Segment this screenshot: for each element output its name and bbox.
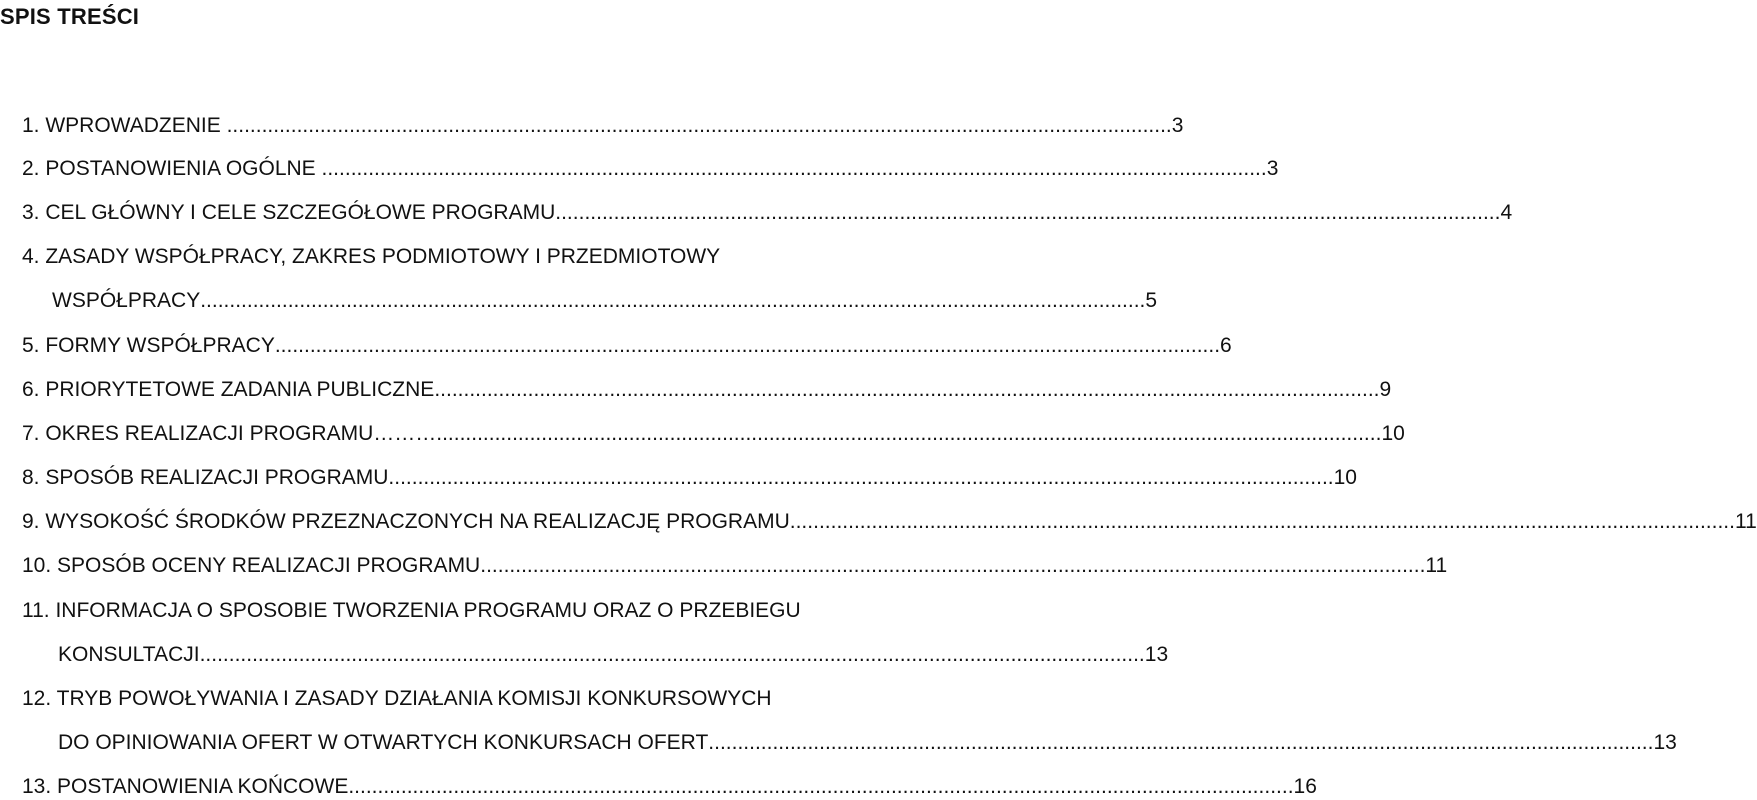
toc-entry[interactable]: [22, 466, 1357, 490]
toc-entry[interactable]: [22, 245, 942, 269]
toc-entry[interactable]: [22, 510, 1757, 534]
toc-entry-title: WSPÓŁPRACY: [52, 289, 201, 312]
toc-page-number: 11: [1425, 554, 1448, 577]
toc-entry-title: 2. POSTANOWIENIA OGÓLNE: [22, 157, 322, 180]
toc-dot-leader: ..................................................................................................................................................................: [708, 731, 1654, 754]
toc-entry[interactable]: [22, 157, 1279, 181]
page-title: SPIS TREŚCI: [0, 4, 140, 29]
toc-entry-title: 5. FORMY WSPÓŁPRACY: [22, 334, 275, 357]
toc-entry[interactable]: [22, 554, 1448, 578]
toc-dot-leader: ..................................................................................................................................................................: [436, 422, 1382, 445]
toc-entry[interactable]: [22, 378, 1392, 402]
toc-page-number: 11: [1734, 510, 1757, 533]
toc-entry-title: 1. WPROWADZENIE: [22, 114, 227, 137]
toc-entry-title: KONSULTACJI: [58, 643, 200, 666]
toc-entry[interactable]: [22, 599, 952, 623]
toc-page-number: 9: [1379, 378, 1392, 401]
toc-entry-title: 3. CEL GŁÓWNY I CELE SZCZEGÓŁOWE PROGRAMU: [22, 201, 556, 224]
toc-page-number: 4: [1500, 201, 1513, 224]
toc-dot-leader: ..................................................................................................................................................................: [555, 201, 1501, 224]
toc-dot-leader: ..................................................................................................................................................................: [348, 775, 1294, 798]
toc-entry-continuation[interactable]: [58, 731, 1677, 755]
toc-entry[interactable]: [22, 687, 952, 711]
toc-dot-leader: ..................................................................................................................................................................: [321, 157, 1267, 180]
toc-dot-leader: ..................................................................................................................................................................: [480, 554, 1426, 577]
toc-dot-leader: ..................................................................................................................................................................: [434, 378, 1380, 401]
toc-entry-title: 13. POSTANOWIENIA KOŃCOWE: [22, 775, 349, 798]
toc-entry-title: 8. SPOSÓB REALIZACJI PROGRAMU: [22, 466, 389, 489]
toc-entry-title: DO OPINIOWANIA OFERT W OTWARTYCH KONKURSACH OFERT: [58, 731, 709, 754]
toc-entry[interactable]: [22, 775, 1317, 799]
toc-page-number: 5: [1145, 289, 1158, 312]
toc-entry-title: 11. INFORMACJA O SPOSOBIE TWORZENIA PROGRAMU ORAZ O PRZEBIEGU: [22, 599, 801, 622]
toc-entry[interactable]: [22, 201, 1513, 225]
toc-entry-title: 7. OKRES REALIZACJI PROGRAMU………: [22, 422, 437, 445]
toc-dot-leader: ..................................................................................................................................................................: [274, 334, 1221, 357]
toc-entry-title: 4. ZASADY WSPÓŁPRACY, ZAKRES PODMIOTOWY I PRZEDMIOTOWY: [22, 245, 721, 268]
toc-entry-title: 9. WYSOKOŚĆ ŚRODKÓW PRZEZNACZONYCH NA REALIZACJĘ PROGRAMU: [22, 510, 790, 533]
toc-page-number: 3: [1171, 114, 1184, 137]
toc-page-number: 3: [1266, 157, 1279, 180]
toc-dot-leader: ..................................................................................................................................................................: [199, 643, 1145, 666]
toc-page-number: 13: [1144, 643, 1169, 666]
toc-dot-leader: ..................................................................................................................................................................: [226, 114, 1172, 137]
toc-page-number: 13: [1653, 731, 1677, 754]
toc-entry-title: 12. TRYB POWOŁYWANIA I ZASADY DZIAŁANIA KOMISJI KONKURSOWYCH: [22, 687, 772, 710]
toc-entry-title: 6. PRIORYTETOWE ZADANIA PUBLICZNE: [22, 378, 435, 401]
toc-entry-title: 10. SPOSÓB OCENY REALIZACJI PROGRAMU: [22, 554, 481, 577]
toc-entry-continuation[interactable]: [58, 643, 1169, 667]
toc-entry[interactable]: [22, 114, 1184, 138]
toc-page-number: 10: [1381, 422, 1405, 445]
toc-page-number: 6: [1220, 334, 1232, 357]
toc-entry[interactable]: [22, 422, 1405, 446]
toc-dot-leader: ..................................................................................................................................................................: [388, 466, 1334, 489]
toc-dot-leader: ..................................................................................................................................................................: [200, 289, 1146, 312]
toc-entry-continuation[interactable]: [52, 289, 1158, 313]
toc-page-number: 16: [1293, 775, 1317, 798]
toc-entry[interactable]: [22, 334, 1232, 358]
toc-page-number: 10: [1333, 466, 1357, 489]
toc-dot-leader: ..................................................................................................................................................................: [789, 510, 1735, 533]
